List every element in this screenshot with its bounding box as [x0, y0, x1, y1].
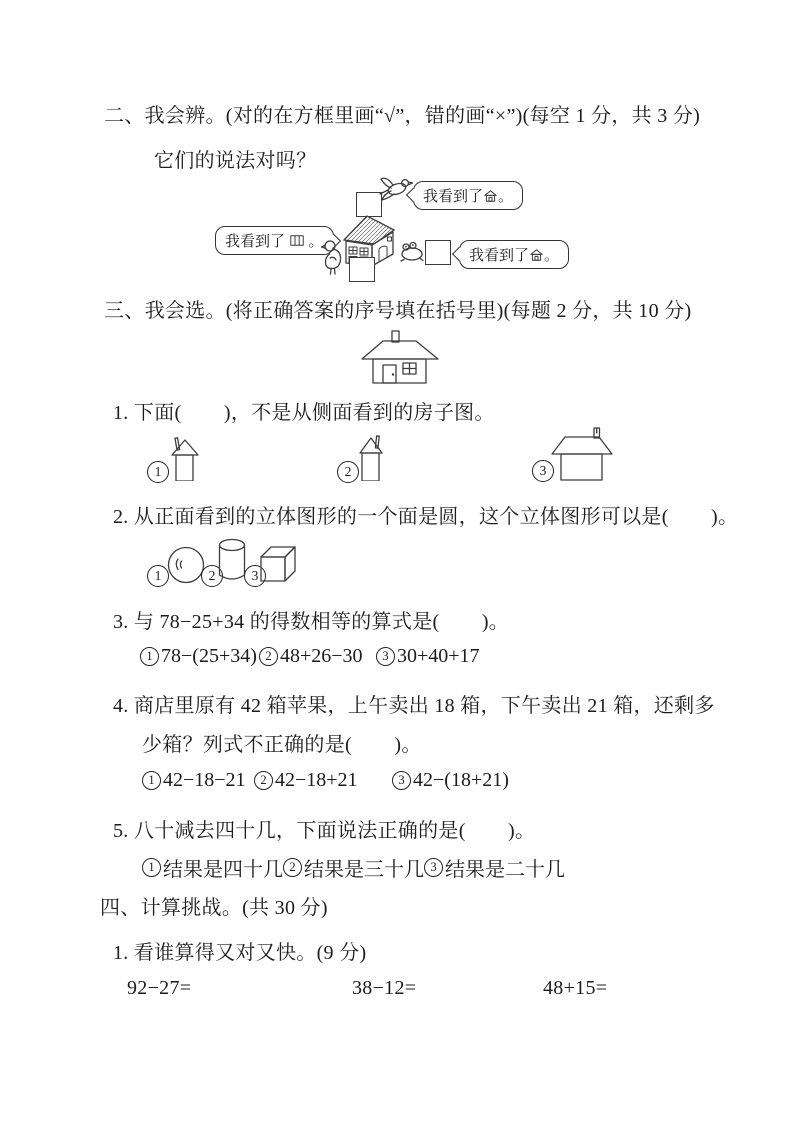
calc-problem-1: 92−27= [127, 977, 192, 999]
circled-number: 1 [142, 771, 161, 790]
q1-house-side-2 [357, 433, 385, 481]
q2-option-2-number[interactable]: 2 [201, 565, 223, 587]
q2-option-1-number[interactable]: 1 [147, 565, 169, 587]
circled-number: 3 [392, 771, 411, 790]
duck-icon [321, 238, 347, 276]
duck-drawing [321, 238, 347, 276]
option-text: 42−18−21 [163, 769, 246, 791]
q4-option-1[interactable] [142, 769, 246, 792]
circled-number: 1 [142, 858, 161, 877]
circled-number: 2 [254, 771, 273, 790]
house-front-drawing [356, 328, 444, 385]
option-text: 结果是四十几 [163, 859, 283, 881]
speech-bubble-duck [215, 226, 334, 255]
option-text: 结果是三十几 [304, 859, 424, 881]
q4-option-2[interactable] [254, 769, 358, 792]
option-text: 48+26−30 [280, 645, 363, 667]
frog-drawing [399, 241, 425, 262]
window-grid-icon [290, 235, 304, 246]
option-text: 结果是二十几 [445, 859, 565, 881]
section-two-header: 二、我会辨。(对的在方框里画“√”，错的画“×”)(每空 1 分，共 3 分) [104, 105, 701, 127]
q4-option-3[interactable] [392, 769, 509, 792]
small-house-icon [530, 249, 543, 261]
bubble-frog-text-before: 我看到了 [469, 248, 530, 264]
circled-number: 2 [283, 858, 302, 877]
cube-drawing [257, 544, 297, 584]
section-two-prompt: 它们的说法对吗？ [154, 150, 317, 172]
frog-icon [399, 241, 425, 262]
q1-house-front-3 [550, 426, 614, 482]
bubble-duck-text-after: 。 [304, 234, 324, 250]
section-two-illustration [185, 170, 585, 298]
q4-text-line2: 少箱？列式不正确的是( )。 [142, 734, 422, 756]
q3-option-1[interactable] [140, 645, 257, 668]
house-front-icon [356, 328, 444, 385]
q1-option-3-number[interactable]: 3 [532, 460, 554, 482]
speech-bubble-frog [459, 240, 569, 269]
sphere-drawing [166, 545, 206, 585]
section-four-header: 四、计算挑战。(共 30 分) [100, 897, 328, 919]
bubble-tail-icon [452, 247, 466, 261]
q1-text: 1. 下面( )，不是从侧面看到的房子图。 [113, 402, 495, 424]
q5-options [142, 853, 565, 882]
bubble-duck-text-before: 我看到了 [225, 234, 289, 250]
calc-problem-3: 48+15= [543, 977, 608, 999]
q3-option-3[interactable] [376, 645, 480, 668]
speech-bubble-bird [413, 181, 523, 210]
bubble-frog-text-after: 。 [544, 248, 560, 264]
answer-box-duck[interactable] [349, 257, 375, 282]
circled-number: 3 [376, 647, 395, 666]
option-text: 42−(18+21) [413, 769, 509, 791]
option-text: 42−18+21 [275, 769, 358, 791]
q2-option-3-number[interactable]: 3 [244, 565, 266, 587]
calc-subtitle: 1. 看谁算得又对又快。(9 分) [113, 942, 367, 964]
answer-box-frog[interactable] [425, 240, 451, 265]
q1-house-side-1 [168, 433, 200, 481]
small-house-icon [484, 190, 497, 202]
circled-number: 3 [424, 858, 443, 877]
q1-option-2-number[interactable]: 2 [337, 461, 359, 483]
circled-number: 2 [259, 647, 278, 666]
q1-option-1-number[interactable]: 1 [147, 461, 169, 483]
q5-text: 5. 八十减去四十几，下面说法正确的是( )。 [113, 820, 536, 842]
q3-text: 3. 与 78−25+34 的得数相等的算式是( )。 [113, 611, 510, 633]
circled-number: 1 [140, 647, 159, 666]
bubble-bird-text-before: 我看到了 [423, 189, 484, 205]
q2-text: 2. 从正面看到的立体图形的一个面是圆，这个立体图形可以是( )。 [113, 506, 739, 528]
option-text: 78−(25+34) [161, 645, 257, 667]
bubble-bird-text-after: 。 [498, 189, 514, 205]
section-three-header: 三、我会选。(将正确答案的序号填在括号里)(每题 2 分，共 10 分) [104, 300, 692, 322]
calc-problem-2: 38−12= [352, 977, 417, 999]
q3-option-2[interactable] [259, 645, 363, 668]
option-text: 30+40+17 [397, 645, 480, 667]
q4-text-line1: 4. 商店里原有 42 箱苹果，上午卖出 18 箱，下午卖出 21 箱，还剩多 [113, 695, 715, 717]
